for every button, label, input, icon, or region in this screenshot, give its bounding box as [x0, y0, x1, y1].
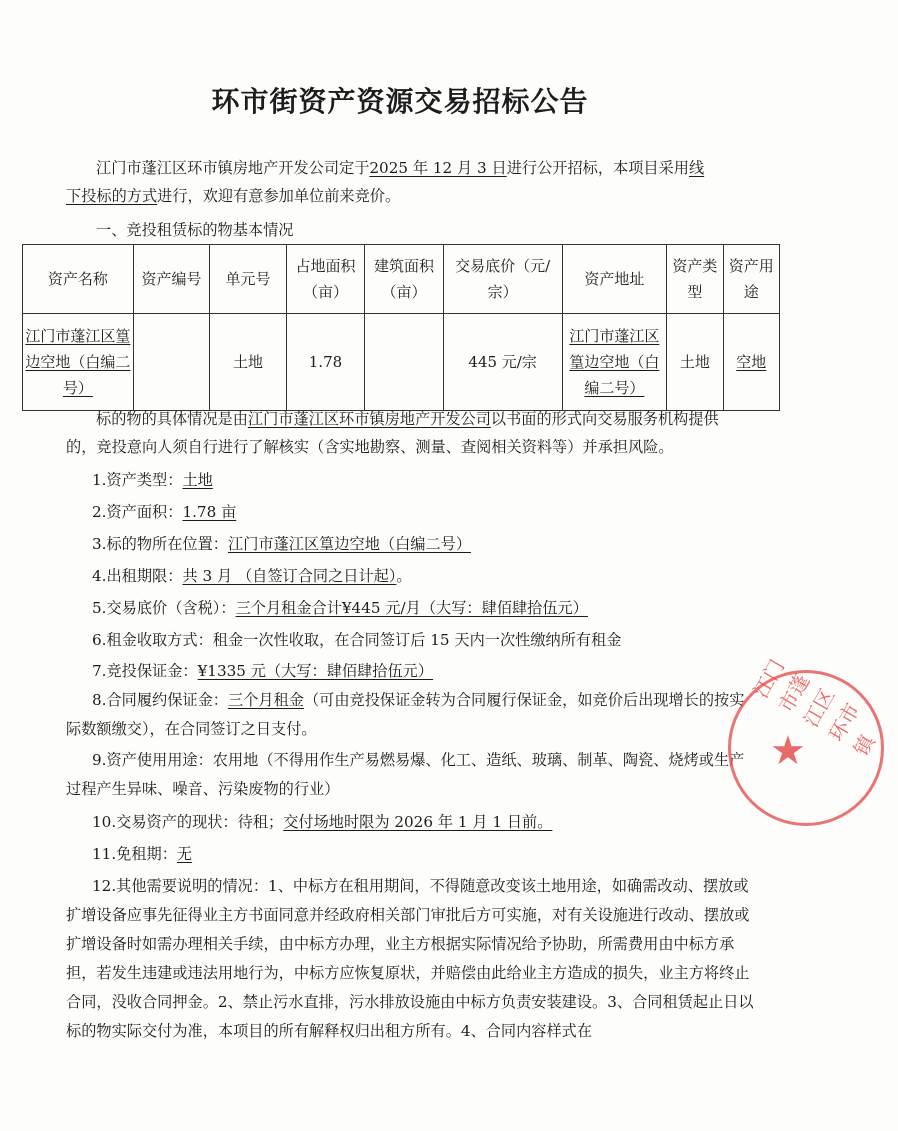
- seal-text: 江门市蓬江区环市镇: [748, 655, 880, 760]
- asset-table: [22, 244, 780, 411]
- intro-paragraph: [66, 154, 746, 210]
- desc-company: 江门市蓬江区环市镇房地产开发公司: [247, 410, 491, 428]
- item-label: 3.标的物所在位置：: [92, 535, 228, 553]
- item-value: 1.78 亩: [182, 503, 237, 521]
- cell-usage: 空地: [723, 314, 779, 411]
- item-1: [92, 466, 752, 494]
- item-label: 7.竞投保证金：: [92, 662, 198, 680]
- cell-land-area: 1.78: [286, 314, 365, 411]
- description-paragraph: [66, 405, 746, 461]
- item-7: [92, 657, 752, 685]
- col-header: 资产名称: [23, 245, 134, 314]
- bid-method-2: 下投标的方式: [66, 187, 158, 205]
- cell-asset-code: [133, 314, 210, 411]
- item-rest: （可由竞投保证金转为合同履行保证金，如竞价后出现增长的按实际数额缴交），在合同签订之日支付。: [66, 691, 745, 738]
- cell-unit: 土地: [210, 314, 287, 411]
- item-value: 土地: [182, 471, 213, 489]
- item-label: 8.合同履约保证金：: [92, 691, 228, 709]
- item-3: [92, 530, 752, 558]
- item-value: 无: [176, 845, 193, 863]
- item-label: 11.免租期：: [92, 845, 177, 863]
- cell-build-area: [365, 314, 444, 411]
- cell-address: 江门市蓬江区篁边空地（白编二号）: [562, 314, 667, 411]
- col-header: 资产地址: [562, 245, 667, 314]
- item-8: [66, 686, 756, 744]
- col-header: 单元号: [210, 245, 287, 314]
- item-2: [92, 498, 752, 526]
- col-header: 资产编号: [133, 245, 210, 314]
- item-value: ¥1335 元（大写：肆佰肆拾伍元）: [197, 662, 434, 680]
- desc-text: 标的物的具体情况是由: [96, 410, 248, 428]
- item-12: 12.其他需要说明的情况：1、中标方在租用期间，不得随意改变该土地用途，如确需改动、摆放或扩增设备应事先征得业主方书面同意并经政府相关部门审批后方可实施，对有关设施进行改动、摆放或扩增设备时如需办理相关手续，由中标方办理，业主方根据实际情况给予协助，所需费用由中标方承担，若发生违建或违法用地行为，中标方应恢复原状，并赔偿由此给业主方造成的损失，业主方将终止合同，没收合同押金。2、禁止污水直排，污水排放设施由中标方负责安装建设。3、合同租赁起止日以标的物实际交付为准，本项目的所有解释权归出租方所有。4、合同内容样式在: [66, 877, 754, 1040]
- table-row: [23, 314, 780, 411]
- col-header: 资产类型: [667, 245, 723, 314]
- bid-date: 2025 年 12 月 3 日: [369, 159, 507, 177]
- intro-text-3: 进行，欢迎有意参加单位前来竞价。: [157, 187, 401, 205]
- item-value: 三个月租金合计¥445 元/月（大写：肆佰肆拾伍元）: [235, 599, 588, 617]
- col-header: 占地面积（亩）: [286, 245, 365, 314]
- item-end: 。: [396, 567, 412, 585]
- item-10: [92, 808, 752, 836]
- item-5: [92, 594, 752, 622]
- item-label: 5.交易底价（含税）：: [92, 599, 236, 617]
- cell-price: 445 元/宗: [443, 314, 562, 411]
- col-header: 交易底价（元/宗）: [443, 245, 562, 314]
- item-6: 6.租金收取方式：租金一次性收取，在合同签订后 15 天内一次性缴纳所有租金: [92, 631, 622, 649]
- cell-type: 土地: [667, 314, 723, 411]
- intro-text: 江门市蓬江区环市镇房地产开发公司定于: [96, 159, 370, 177]
- item-label: 1.资产类型：: [92, 471, 183, 489]
- item-9: 9.资产使用用途：农用地（不得用作生产易燃易爆、化工、造纸、玻璃、制革、陶瓷、烧烤或生产过程产生异味、噪音、污染废物的行业）: [66, 751, 745, 798]
- seal-star-icon: ★: [770, 728, 806, 774]
- bid-method: 线: [688, 159, 705, 177]
- item-11: [92, 840, 752, 868]
- section-heading: 一、竞投租赁标的物基本情况: [96, 221, 294, 239]
- cell-asset-name: 江门市蓬江区篁边空地（白编二号）: [23, 314, 134, 411]
- item-label: 4.出租期限：: [92, 567, 183, 585]
- item-value: 三个月租金: [228, 691, 304, 709]
- item-value: 江门市蓬江区篁边空地（白编二号）: [228, 535, 471, 553]
- table-header-row: [23, 245, 780, 314]
- item-value: 交付场地时限为 2026 年 1 月 1 日前。: [283, 813, 553, 831]
- intro-text-2: 进行公开招标，本项目采用: [506, 159, 689, 177]
- col-header: 资产用途: [723, 245, 779, 314]
- col-header: 建筑面积（亩）: [365, 245, 444, 314]
- item-label: 10.交易资产的现状：待租；: [92, 813, 284, 831]
- page-title: 环市街资产资源交易招标公告: [211, 85, 589, 118]
- item-4: [92, 562, 752, 590]
- item-label: 2.资产面积：: [92, 503, 183, 521]
- item-value: 共 3 月 （自签订合同之日计起）: [182, 567, 397, 585]
- desc-text-2: 以书面的形式向交易服务机构提供的，竞投意向人须自行进行了解核实（含实地勘察、测量、查阅相关资料等）并承担风险。: [66, 410, 719, 456]
